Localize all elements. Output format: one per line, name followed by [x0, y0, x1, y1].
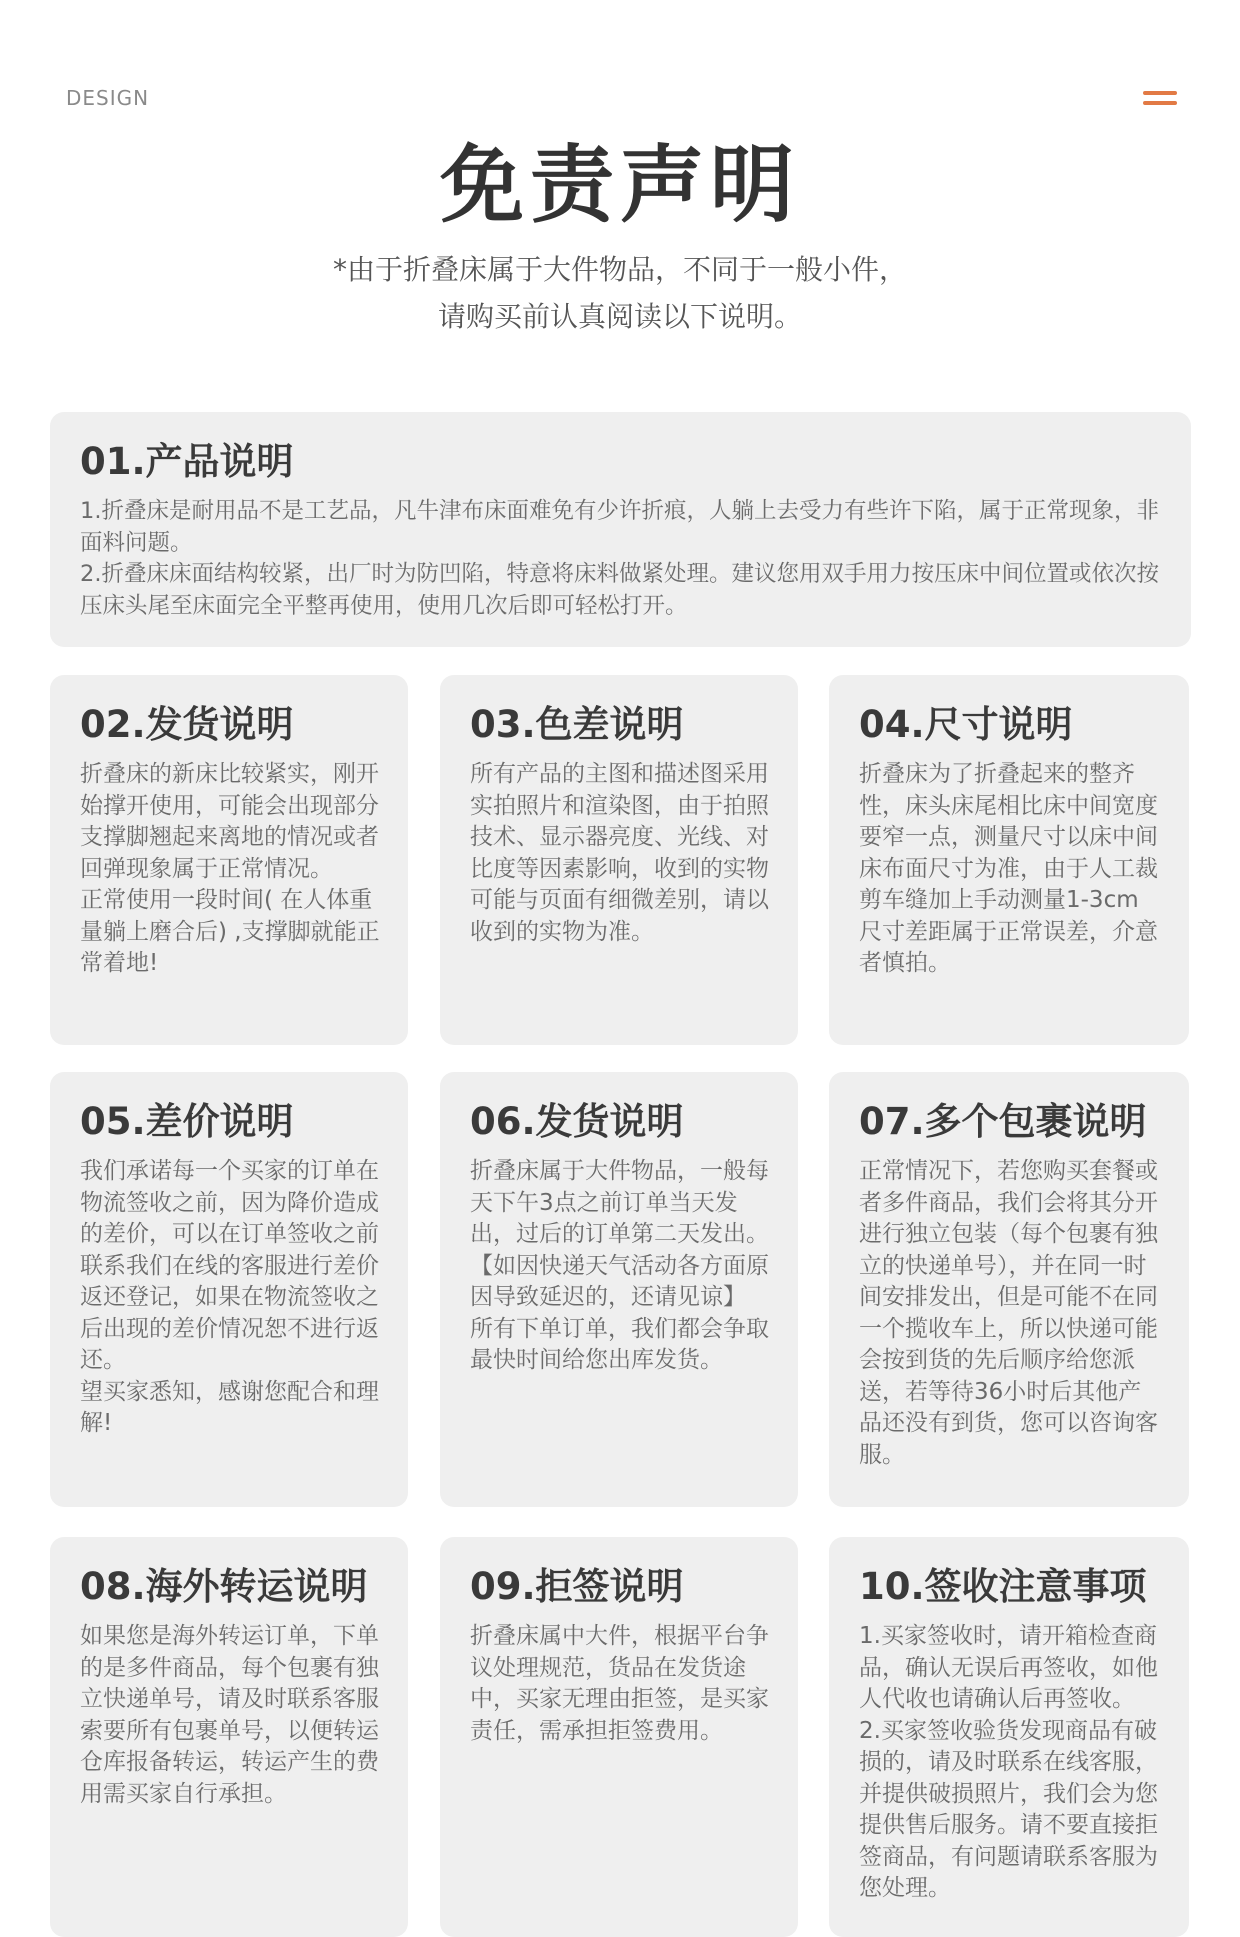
card-title: 01.产品说明: [80, 440, 294, 483]
card-paragraph: 2.买家签收验货发现商品有破损的，请及时联系在线客服，并提供破损照片，我们会为您提供售后服务。请不要直接拒签商品，有问题请联系客服为您处理。: [859, 1717, 1158, 1901]
notice-card-02: [50, 675, 408, 1045]
subtitle-line-1: *由于折叠床属于大件物品，不同于一般小件，: [332, 253, 907, 286]
card-title: 05.差价说明: [80, 1100, 294, 1143]
card-paragraph: 1.折叠床是耐用品不是工艺品，凡牛津布床面难免有少许折痕，人躺上去受力有些许下陷，属于正常现象，非面料问题。: [80, 498, 1159, 556]
card-paragraph: 所有产品的主图和描述图采用实拍照片和渲染图，由于拍照技术、显示器亮度、光线、对比度等因素影响，收到的实物可能与页面有细微差别，请以收到的实物为准。: [470, 761, 769, 945]
card-title: 08.海外转运说明: [80, 1565, 368, 1608]
notice-card-10: [829, 1537, 1189, 1937]
card-paragraph: 【如因快递天气活动各方面原因导致延迟的，还请见谅】: [470, 1252, 769, 1310]
notice-card-07: [829, 1072, 1189, 1507]
notice-card-05: [50, 1072, 408, 1507]
card-paragraph: 1.买家签收时，请开箱检查商品，确认无误后再签收，如他人代收也请确认后再签收。: [859, 1623, 1158, 1712]
card-title: 06.发货说明: [470, 1100, 684, 1143]
notice-card-09: [440, 1537, 798, 1937]
card-title: 03.色差说明: [470, 703, 684, 746]
notice-card-04: [829, 675, 1189, 1045]
card-paragraph: 折叠床属中大件，根据平台争议处理规范，货品在发货途中，买家无理由拒签，是买家责任，需承担拒签费用。: [470, 1623, 769, 1744]
card-paragraph: 折叠床的新床比较紧实，刚开始撑开使用，可能会出现部分支撑脚翘起来离地的情况或者回弹现象属于正常情况。: [80, 761, 379, 882]
card-paragraph: 我们承诺每一个买家的订单在物流签收之前，因为降价造成的差价，可以在订单签收之前联系我们在线的客服进行差价返还登记，如果在物流签收之后出现的差价情况恕不进行返还。: [80, 1158, 379, 1373]
card-paragraph: 折叠床为了折叠起来的整齐性，床头床尾相比床中间宽度要窄一点，测量尺寸以床中间床布面尺寸为准，由于人工裁剪车缝加上手动测量1-3cm尺寸差距属于正常误差，介意者慎拍。: [859, 761, 1158, 976]
notice-card-01: [50, 412, 1191, 647]
card-paragraph: 望买家悉知，感谢您配合和理解!: [80, 1378, 379, 1436]
card-title: 07.多个包裹说明: [859, 1100, 1147, 1143]
card-title: 02.发货说明: [80, 703, 294, 746]
subtitle-line-2: 请购买前认真阅读以下说明。: [437, 300, 802, 333]
card-title: 10.签收注意事项: [859, 1565, 1147, 1608]
card-title: 09.拒签说明: [470, 1565, 684, 1608]
card-paragraph: 正常情况下，若您购买套餐或者多件商品，我们会将其分开进行独立包装（每个包裹有独立的快递单号），并在同一时间安排发出，但是可能不在同一个揽收车上，所以快递可能会按到货的先后顺序给您派送，若等待36小时后其他产品还没有到货，您可以咨询客服。: [859, 1158, 1158, 1468]
design-label: DESIGN: [66, 86, 150, 110]
menu-icon[interactable]: [1143, 91, 1177, 108]
card-paragraph: 所有下单订单，我们都会争取最快时间给您出库发货。: [470, 1315, 769, 1373]
card-paragraph: 折叠床属于大件物品，一般每天下午3点之前订单当天发出，过后的订单第二天发出。: [470, 1158, 769, 1247]
card-paragraph: 如果您是海外转运订单，下单的是多件商品，每个包裹有独立快递单号，请及时联系客服索要所有包裹单号，以便转运仓库报备转运，转运产生的费用需买家自行承担。: [80, 1623, 379, 1807]
card-paragraph: 2.折叠床床面结构较紧，出厂时为防凹陷，特意将床料做紧处理。建议您用双手用力按压床中间位置或依次按压床头尾至床面完全平整再使用，使用几次后即可轻松打开。: [80, 561, 1159, 619]
notice-card-03: [440, 675, 798, 1045]
page-title: 免责声明: [439, 136, 800, 234]
card-paragraph: 正常使用一段时间( 在人体重量躺上磨合后) ,支撑脚就能正常着地!: [80, 887, 380, 976]
notice-card-08: [50, 1537, 408, 1937]
notice-card-06: [440, 1072, 798, 1507]
card-title: 04.尺寸说明: [859, 703, 1073, 746]
